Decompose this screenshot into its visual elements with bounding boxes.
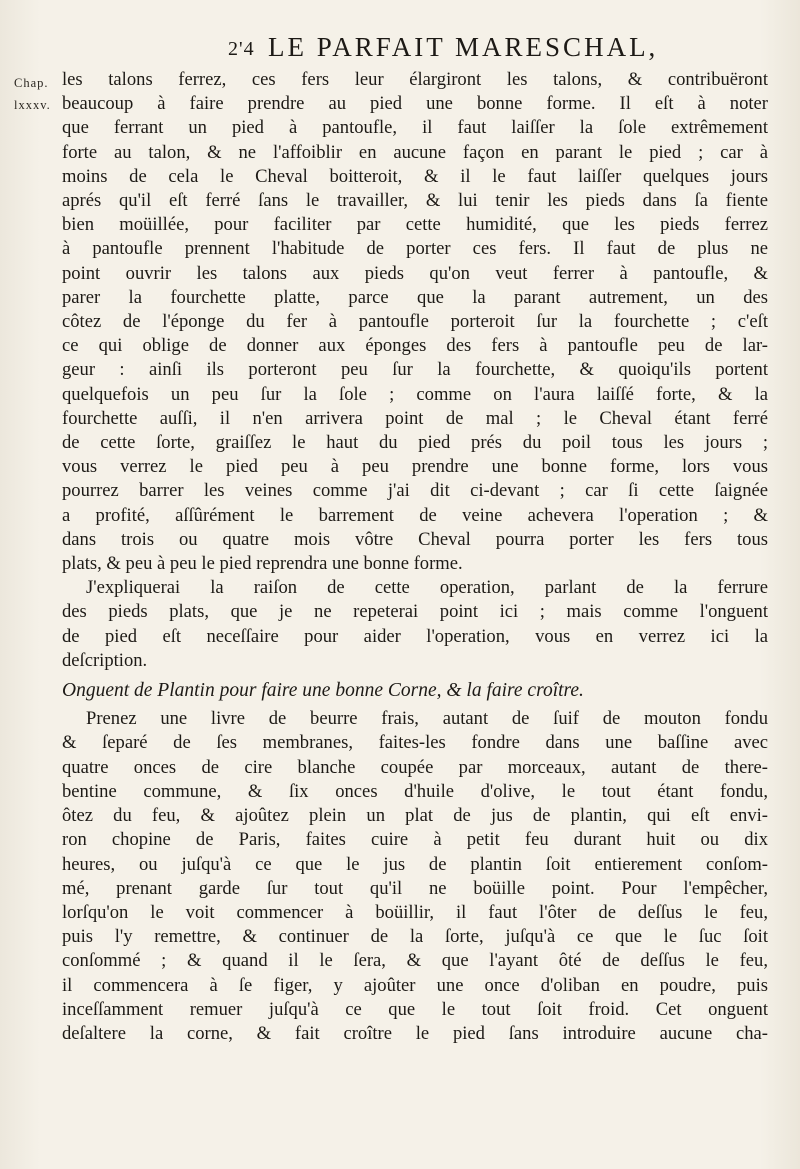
text-line: mé, prenant garde ſur tout qu'il ne boüille point. Pour l'empêcher,: [62, 877, 768, 899]
page-header: [228, 32, 788, 68]
text-line: ôtez du feu, & ajoûtez plein un plat de jus de plantin, qui eſt envi-: [62, 805, 768, 827]
text-line: quatre onces de cire blanche coupée par morceaux, autant de there-: [62, 756, 768, 778]
text-line: parer la fourchette platte, parce que la parant autrement, un des: [62, 286, 768, 308]
text-line: pourrez barrer les veines comme j'ai dit ci-devant ; car ſi cette ſaignée: [62, 480, 768, 502]
text-line: beaucoup à faire prendre au pied une bonne forme. Il eſt à noter: [62, 93, 768, 115]
text-line: geur : ainſi ils porteront peu ſur la fourchette, & quoiqu'ils portent: [62, 359, 768, 381]
text-line: heures, ou juſqu'à ce que le jus de plantin ſoit entierement conſom-: [62, 853, 768, 875]
text-line: que ferrant un pied à pantoufle, il faut laiſſer la ſole extrêmement: [62, 117, 768, 139]
text-line: forte au talon, & ne l'affoiblir en aucune façon en parant le pied ; car à: [62, 141, 768, 163]
section-heading: Onguent de Plantin pour faire une bonne Corne, & la faire croître.: [62, 680, 584, 702]
text-line: à pantoufle prennent l'habitude de porter ces fers. Il faut de plus ne: [62, 238, 768, 260]
text-line: bien moüillée, pour faciliter par cette humidité, que les pieds ferrez: [62, 214, 768, 236]
text-line: côtez de l'éponge du fer à pantoufle porteroit ſur la fourchette ; c'eſt: [62, 311, 768, 333]
text-line: ron chopine de Paris, faites cuire à petit feu durant huit ou dix: [62, 829, 768, 851]
text-line: deſaltere la corne, & fait croître le pied ſans introduire aucune cha-: [62, 1022, 768, 1044]
text-line: ce qui oblige de donner aux éponges des fers à pantoufle peu de lar-: [62, 335, 768, 357]
text-line: des pieds plats, que je ne repeterai point ici ; mais comme l'onguent: [62, 601, 768, 623]
text-line: il commencera à ſe figer, y ajoûter une once d'oliban en poudre, puis: [62, 974, 768, 996]
paragraph-2: [62, 576, 768, 673]
page-number: 2'4: [228, 38, 255, 60]
text-line: lorſqu'on le voit commencer à boüillir, il faut l'ôter de deſſus le feu,: [62, 901, 768, 923]
text-line: de pied eſt neceſſaire pour aider l'operation, vous en verrez ici la: [62, 625, 768, 647]
text-line: conſommé ; & quand il le ſera, & que l'ayant ôté de deſſus le feu,: [62, 950, 768, 972]
text-line: J'expliquerai la raiſon de cette operation, parlant de la ferrure: [86, 577, 768, 599]
text-line: vous verrez le pied peu à peu prendre une bonne forme, lors vous: [62, 456, 768, 478]
running-title: LE PARFAIT MARESCHAL,: [268, 32, 659, 62]
text-line: plats, & peu à peu le pied reprendra une bonne forme.: [62, 553, 463, 575]
text-line: fourchette auſſi, il n'en arrivera point de mal ; le Cheval étant ferré: [62, 407, 768, 429]
text-line: les talons ferrez, ces fers leur élargiront les talons, & contribuëront: [62, 69, 768, 90]
text-line: de cette ſorte, graiſſez le haut du pied prés du poil tous les jours ;: [62, 432, 768, 454]
text-line: & ſeparé de ſes membranes, faites-les fondre dans une baſſine avec: [62, 732, 768, 754]
chapter-margin-note: [14, 72, 54, 116]
text-line: a profité, aſſûrément le barrement de veine achevera l'operation ; &: [62, 504, 768, 526]
text-line: bentine commune, & ſix onces d'huile d'olive, le tout étant fondu,: [62, 780, 768, 802]
text-line: aprés qu'il eſt ferré ſans le travailler, & lui tenir les pieds dans ſa fiente: [62, 190, 768, 212]
text-line: moins de cela le Cheval boitteroit, & il le faut laiſſer quelques jours: [62, 165, 768, 187]
chapter-number: lxxxv.: [14, 98, 51, 112]
text-line: Prenez une livre de beurre frais, autant de ſuif de mouton fondu: [86, 708, 768, 730]
chapter-label: Chap.: [14, 76, 49, 90]
paragraph-1: [62, 68, 768, 576]
text-line: inceſſamment remuer juſqu'à ce que le tout ſoit froid. Cet onguent: [62, 998, 768, 1020]
body-text: [62, 68, 768, 1046]
text-line: dans trois ou quatre mois vôtre Cheval pourra porter les fers tous: [62, 528, 768, 550]
text-line: puis l'y remettre, & continuer de la ſorte, juſqu'à ce que le ſuc ſoit: [62, 926, 768, 948]
text-line: deſcription.: [62, 649, 148, 671]
text-line: point ouvrir les talons aux pieds qu'on veut ferrer à pantoufle, &: [62, 262, 768, 284]
text-line: quelquefois un peu ſur la ſole ; comme on l'aura laiſſé forte, & la: [62, 383, 768, 405]
paragraph-3: [62, 707, 768, 1046]
